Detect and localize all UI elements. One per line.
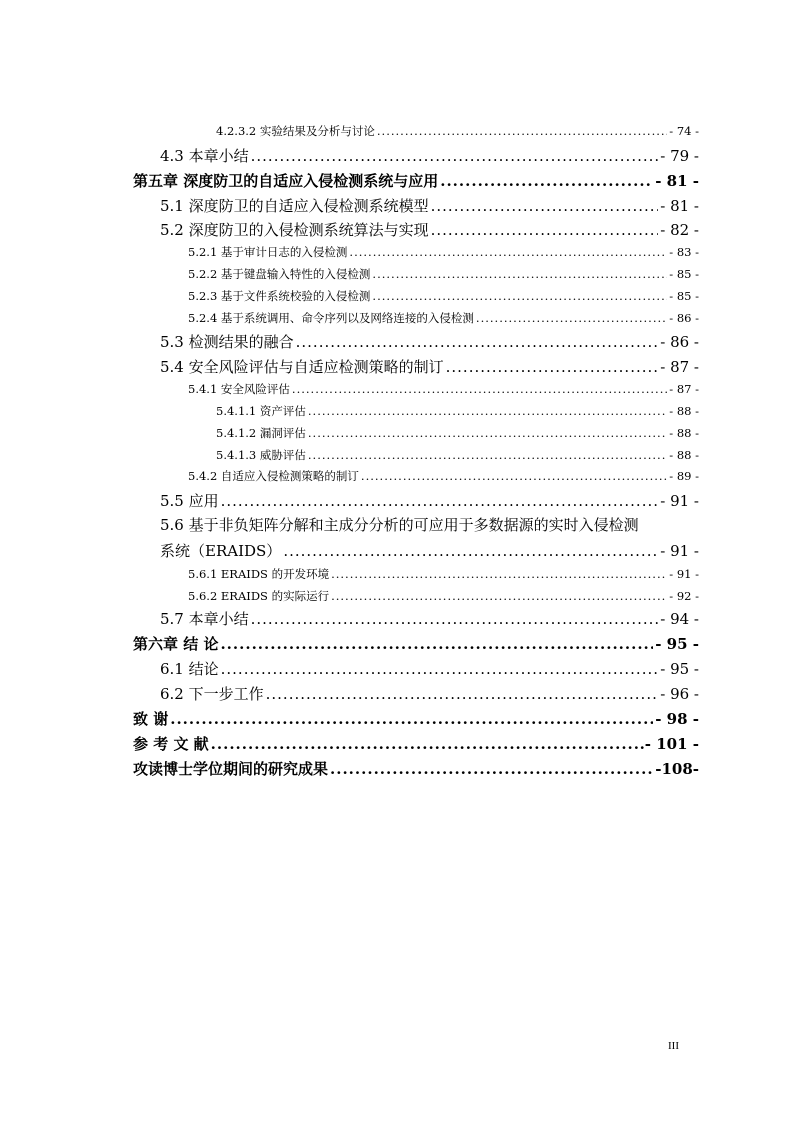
- toc-leader: [349, 245, 667, 259]
- toc-entry-label: 5.4.1 安全风险评估: [188, 382, 290, 396]
- toc-entry: [188, 266, 699, 282]
- toc-entry-page: - 87 -: [660, 358, 699, 376]
- toc-entry-page: - 87 -: [669, 382, 699, 396]
- toc-entry: [160, 683, 699, 704]
- toc-entry-label: 参 考 文 献: [133, 735, 209, 753]
- toc-leader: [446, 358, 659, 376]
- toc-entry-page: - 92 -: [669, 589, 699, 603]
- toc-entry-page: - 98 -: [655, 710, 699, 728]
- toc-entry-label: 5.4.1.2 漏洞评估: [216, 426, 306, 440]
- toc-entry-page: - 83 -: [669, 245, 699, 259]
- toc-entry: [188, 588, 699, 604]
- toc-entry-page: - 91 -: [669, 567, 699, 581]
- toc-entry-label: 5.4.1.3 威胁评估: [216, 448, 306, 462]
- toc-entry-page: - 88 -: [669, 404, 699, 418]
- toc-entry-label: 5.2.3 基于文件系统校验的入侵检测: [188, 289, 371, 303]
- toc-entry-page: - 89 -: [669, 469, 699, 483]
- toc-entry-page: - 85 -: [669, 267, 699, 281]
- toc-entry-label: 5.5 应用: [160, 492, 219, 510]
- toc-leader: [221, 492, 659, 510]
- toc-leader: [372, 267, 667, 281]
- toc-entry: [133, 708, 699, 729]
- toc-entry-label: 5.4.1.1 资产评估: [216, 404, 306, 418]
- toc-entry-label: 5.2 深度防卫的入侵检测系统算法与实现: [160, 221, 429, 239]
- toc-leader: [308, 448, 667, 462]
- toc-entry-label: 5.6 基于非负矩阵分解和主成分分析的可应用于多数据源的实时入侵检测: [160, 516, 639, 534]
- toc-entry-label: 5.6.1 ERAIDS 的开发环境: [188, 567, 330, 581]
- toc-entry: [160, 219, 699, 240]
- toc-leader: [476, 311, 667, 325]
- toc-entry-label: 5.6.2 ERAIDS 的实际运行: [188, 589, 330, 603]
- toc-entry-label: 第六章 结 论: [133, 635, 219, 653]
- toc-entry-page: - 85 -: [669, 289, 699, 303]
- toc-entry: [188, 381, 699, 397]
- toc-entry: [160, 658, 699, 679]
- toc-entry-label: 第五章 深度防卫的自适应入侵检测系统与应用: [133, 172, 439, 190]
- toc-leader: [440, 172, 653, 190]
- toc-entry-page: - 82 -: [660, 221, 699, 239]
- toc-entry-page: - 88 -: [669, 448, 699, 462]
- toc-entry-page: - 86 -: [660, 333, 699, 351]
- toc-entry-label: 攻读博士学位期间的研究成果: [133, 760, 329, 778]
- toc-leader: [308, 426, 667, 440]
- toc-entry-page: - 79 -: [660, 147, 699, 165]
- toc-leader: [331, 567, 667, 581]
- toc-leader: [251, 147, 659, 165]
- toc-leader: [308, 404, 667, 418]
- page-number: III: [668, 1040, 679, 1052]
- toc-entry-page: - 95 -: [655, 635, 699, 653]
- toc-entry-label: 5.2.1 基于审计日志的入侵检测: [188, 245, 348, 259]
- toc-leader: [251, 610, 659, 628]
- toc-entry-label: 系统（ERAIDS）: [160, 542, 282, 560]
- toc-entry-label: 4.2.3.2 实验结果及分析与讨论: [216, 124, 375, 138]
- toc-entry-page: - 81 -: [660, 197, 699, 215]
- toc-leader: [170, 710, 653, 728]
- toc-entry-page: - 86 -: [669, 311, 699, 325]
- toc-entry-label: 5.1 深度防卫的自适应入侵检测系统模型: [160, 197, 429, 215]
- toc-entry-label: 5.7 本章小结: [160, 610, 249, 628]
- toc-entry: [188, 468, 699, 484]
- toc-leader: [330, 760, 653, 778]
- toc-entry: [216, 425, 699, 441]
- toc-entry-label: 致 谢: [133, 710, 169, 728]
- toc-entry: [160, 331, 699, 352]
- toc-leader: [266, 685, 659, 703]
- toc-entry: [216, 123, 699, 139]
- toc-entry: [160, 608, 699, 629]
- toc-entry: [133, 733, 699, 754]
- toc-entry: [160, 540, 699, 561]
- toc-entry: [216, 403, 699, 419]
- toc-entry-label: 5.4 安全风险评估与自适应检测策略的制订: [160, 358, 444, 376]
- toc-entry-page: - 74 -: [669, 124, 699, 138]
- toc-entry-label: 6.1 结论: [160, 660, 219, 678]
- toc-leader: [431, 197, 659, 215]
- toc-entry-page: - 96 -: [660, 685, 699, 703]
- toc-entry: [188, 288, 699, 304]
- toc-entry-label: 5.4.2 自适应入侵检测策略的制订: [188, 469, 359, 483]
- toc-entry-page: - 94 -: [660, 610, 699, 628]
- toc-leader: [431, 221, 659, 239]
- toc-entry-label: 5.3 检测结果的融合: [160, 333, 294, 351]
- toc-entry-page: - 91 -: [660, 542, 699, 560]
- toc-leader: [292, 382, 667, 396]
- toc-entry-label: 4.3 本章小结: [160, 147, 249, 165]
- toc-entry: [133, 758, 699, 779]
- toc-entry-label: 5.2.4 基于系统调用、命令序列以及网络连接的入侵检测: [188, 311, 474, 325]
- toc-entry: [160, 356, 699, 377]
- toc-leader: [331, 589, 667, 603]
- toc-entry-page: - 95 -: [660, 660, 699, 678]
- toc-entry: [216, 447, 699, 463]
- toc-entry: [160, 490, 699, 511]
- toc-entry: [160, 195, 699, 216]
- toc-entry-page: -108-: [655, 760, 699, 778]
- toc-entry: [160, 145, 699, 166]
- toc-entry-multiline-start: [160, 514, 699, 535]
- toc-leader: [296, 333, 659, 351]
- toc-leader: [283, 542, 658, 560]
- toc-entry: [133, 170, 699, 191]
- toc-leader: [221, 660, 659, 678]
- toc-entry-page: - 88 -: [669, 426, 699, 440]
- toc-leader: [361, 469, 667, 483]
- toc-entry: [133, 633, 699, 654]
- toc-entry: [188, 244, 699, 260]
- toc-entry-page: - 81 -: [655, 172, 699, 190]
- toc-leader: [377, 124, 667, 138]
- toc-entry: [188, 566, 699, 582]
- toc-leader: [211, 735, 638, 753]
- toc-entry-label: 5.2.2 基于键盘输入特性的入侵检测: [188, 267, 371, 281]
- toc-entry: [188, 310, 699, 326]
- toc-leader: [220, 635, 653, 653]
- toc-entry-label: 6.2 下一步工作: [160, 685, 264, 703]
- toc-entry-page: - 91 -: [660, 492, 699, 510]
- toc-leader: [372, 289, 667, 303]
- toc-entry-page: .- 101 -: [639, 735, 699, 753]
